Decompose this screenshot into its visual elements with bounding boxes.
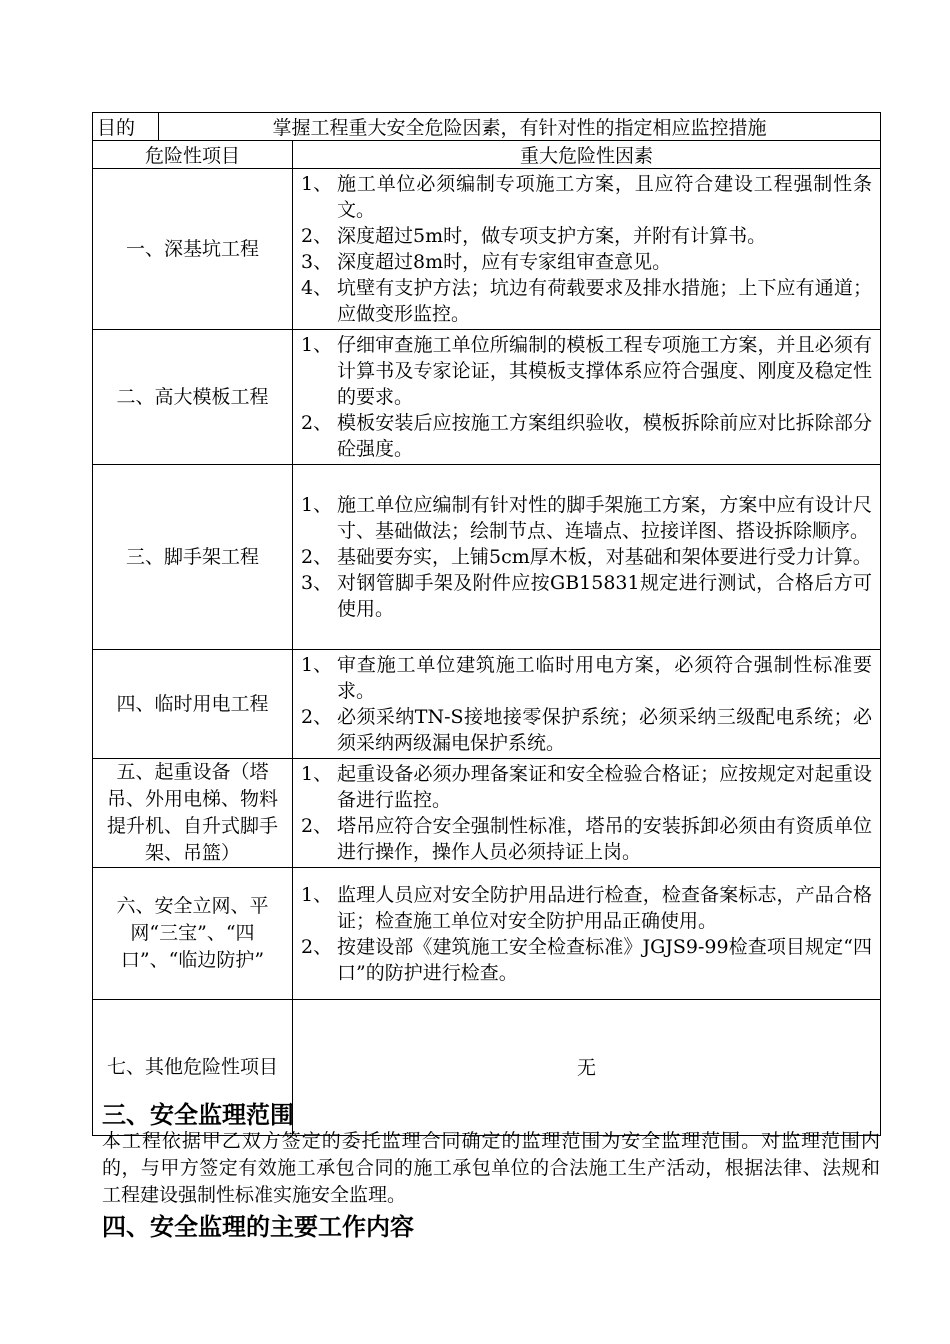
hazard-table	[92, 112, 881, 1136]
list-item: 1、 仔细审查施工单位所编制的模板工程专项施工方案，并且必须有计算书及专家论证，其模板支撑体系应符合强度、刚度及稳定性的要求。	[301, 334, 873, 408]
project-cell: 四、临时用电工程	[93, 650, 293, 759]
list-item: 3、 深度超过8m时，应有专家组审查意见。	[301, 251, 672, 273]
factors-cell	[293, 465, 881, 650]
list-item: 1、 监理人员应对安全防护用品进行检查，检查备案标志，产品合格证；检查施工单位对安全防护用品正确使用。	[301, 883, 873, 932]
list-item: 2、 基础要夯实，上铺5cm厚木板，对基础和架体要进行受力计算。	[301, 546, 872, 568]
header-row	[93, 141, 881, 169]
project-cell: 一、深基坑工程	[93, 169, 293, 330]
factors-cell	[293, 330, 881, 465]
purpose-row	[93, 113, 881, 141]
section-body-scope: 本工程依据甲乙双方签定的委托监理合同确定的监理范围为安全监理范围。对监理范围内的，与甲方签定有效施工承包合同的施工承包单位的合法施工生产活动，根据法律、法规和工程建设强制性标准实施安全监理。	[102, 1130, 880, 1206]
project-cell: 七、其他危险性项目	[93, 1000, 293, 1136]
table-row	[93, 759, 881, 868]
factors-cell-none: 无	[293, 1000, 881, 1136]
table-row	[93, 169, 881, 330]
table-row	[93, 465, 881, 650]
table-row	[93, 650, 881, 759]
section-heading-content: 四、安全监理的主要工作内容	[102, 1213, 414, 1241]
list-item: 3、 对钢管脚手架及附件应按GB15831规定进行测试，合格后方可使用。	[301, 572, 873, 620]
factors-cell	[293, 868, 881, 1000]
project-cell: 六、安全立网、平网“三宝”、“四口”、“临边防护”	[93, 868, 293, 1000]
list-item: 2、 按建设部《建筑施工安全检查标准》JGJS9-99检查项目规定“四口”的防护进行检查。	[301, 935, 873, 984]
list-item: 1、 施工单位应编制有针对性的脚手架施工方案，方案中应有设计尺寸、基础做法；绘制节点、连墙点、拉接详图、搭设拆除顺序。	[301, 494, 873, 542]
table-row	[93, 868, 881, 1000]
table-row	[93, 330, 881, 465]
header-factors: 重大危险性因素	[293, 141, 881, 169]
section-heading-scope: 三、安全监理范围	[102, 1101, 294, 1129]
purpose-label: 目的	[93, 113, 159, 141]
factors-cell	[293, 169, 881, 330]
header-project: 危险性项目	[93, 141, 293, 169]
list-item: 4、 坑壁有支护方法；坑边有荷载要求及排水措施；上下应有通道；应做变形监控。	[301, 277, 873, 325]
purpose-text: 掌握工程重大安全危险因素，有针对性的指定相应监控措施	[159, 113, 881, 141]
factors-cell	[293, 650, 881, 759]
list-item: 1、 施工单位必须编制专项施工方案，且应符合建设工程强制性条文。	[301, 173, 873, 221]
list-item: 2、 塔吊应符合安全强制性标准，塔吊的安装拆卸必须由有资质单位进行操作，操作人员必须持证上岗。	[301, 815, 873, 863]
list-item: 1、 审查施工单位建筑施工临时用电方案，必须符合强制性标准要求。	[301, 654, 873, 702]
factors-cell	[293, 759, 881, 868]
list-item: 2、 模板安装后应按施工方案组织验收，模板拆除前应对比拆除部分砼强度。	[301, 412, 873, 460]
list-item: 2、 必须采纳TN-S接地接零保护系统；必须采纳三级配电系统；必须采纳两级漏电保护系统。	[301, 706, 873, 754]
project-cell: 二、高大模板工程	[93, 330, 293, 465]
list-item: 1、 起重设备必须办理备案证和安全检验合格证；应按规定对起重设备进行监控。	[301, 763, 873, 811]
project-cell: 五、起重设备（塔吊、外用电梯、物料提升机、自升式脚手架、吊篮）	[93, 759, 293, 868]
list-item: 2、 深度超过5m时，做专项支护方案，并附有计算书。	[301, 225, 767, 247]
project-cell: 三、脚手架工程	[93, 465, 293, 650]
